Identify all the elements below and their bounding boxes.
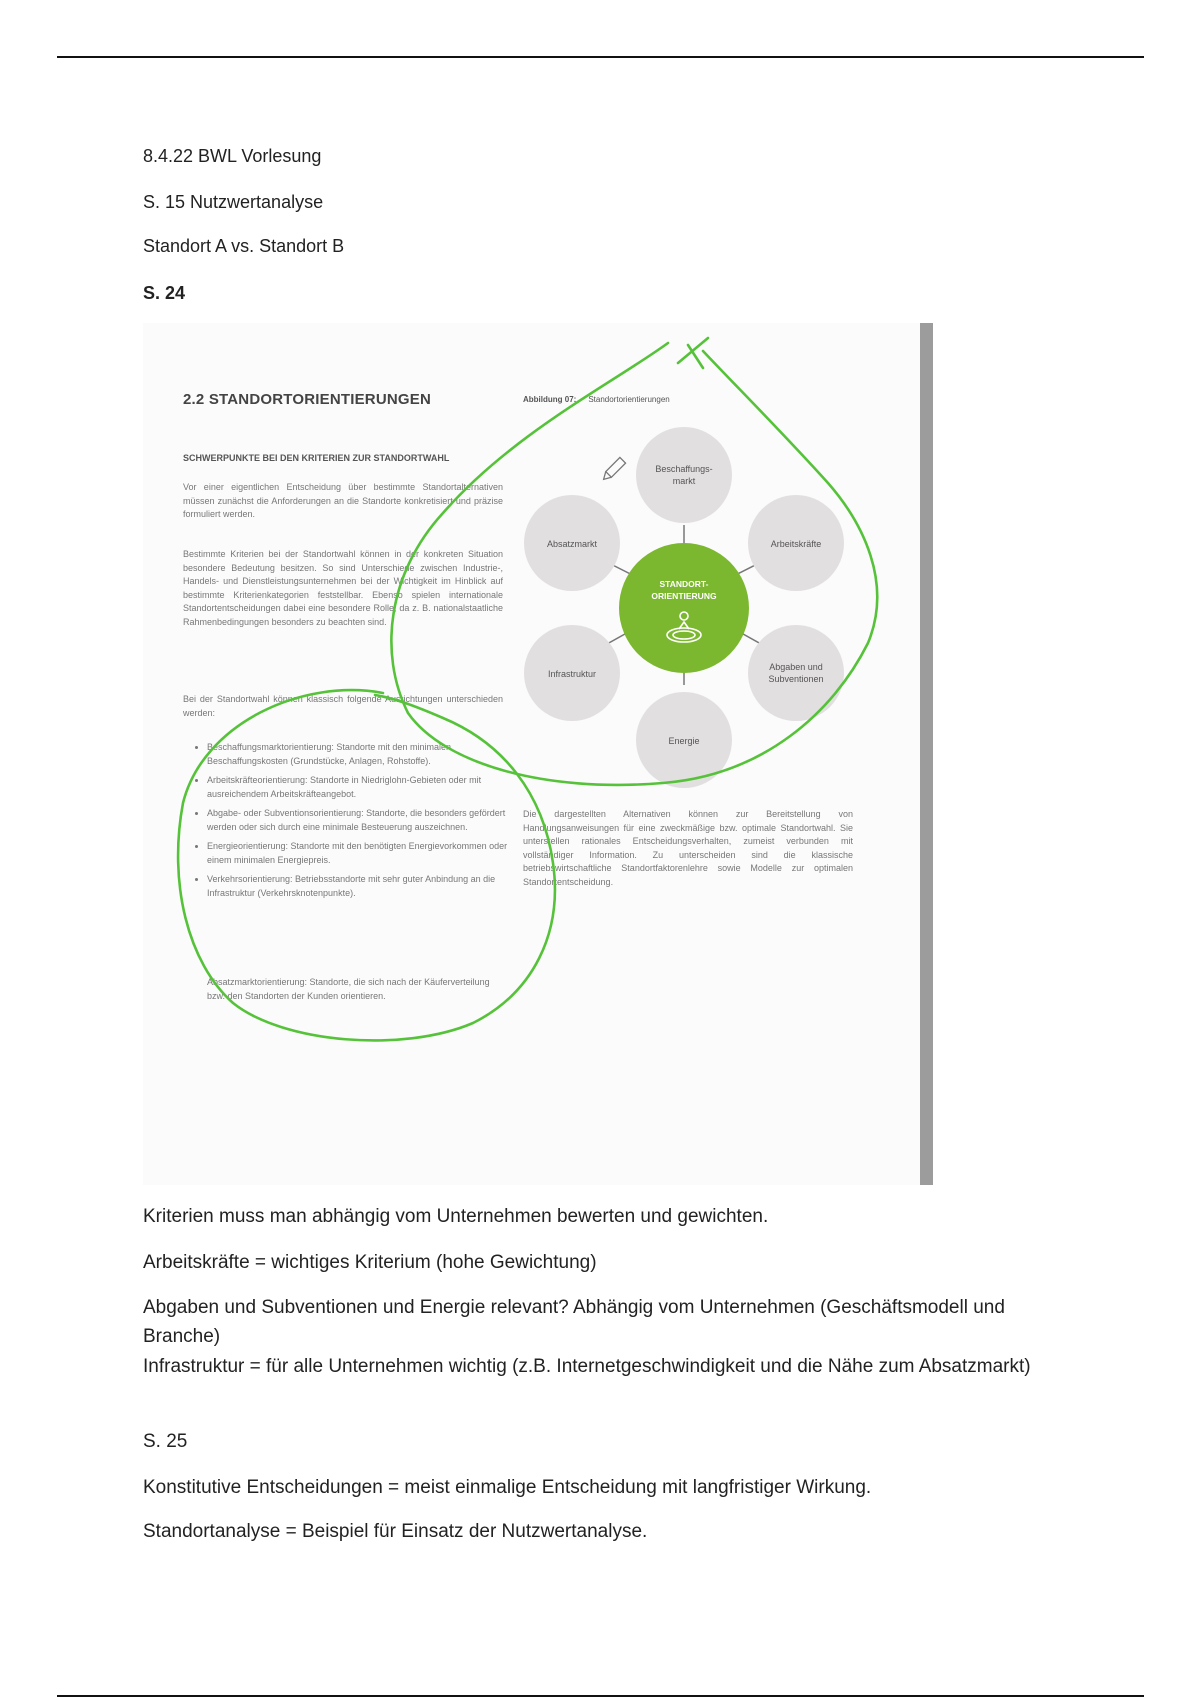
node-label-absatzmarkt: Absatzmarkt [546,539,598,549]
scan-paragraph-2: Bestimmte Kriterien bei der Standortwahl können in der konkreten Situation besondere Bedeutung besitzen. So sind Unterschiede zwischen Industrie-, Handels- und Dienstleistungsunternehmen bei der Wichtigkeit im Hinblick auf bestimmte Kriterienkategorien feststellbar. Ebenso spielen internationale Standortentscheidungen dabei eine besondere Rolle, da z. B. nationalstaatliche Rahmenbedingungen besonders zu beachten sind. [183,549,503,627]
node-label-beschaffungsmarkt-1: Beschaffungs- [655,464,713,474]
figure-title: Standortorientierungen [588,395,670,404]
header-rule [57,56,1144,58]
note-page-25: S. 25 [143,1431,188,1452]
node-circle-abgaben [748,625,844,721]
node-label-abgaben-1: Abgaben und [769,662,823,672]
center-circle [619,543,749,673]
list-item: • Arbeitskräfteorientierung: Standorte in Niedriglohn-Gebieten oder mit ausreichendem Arbeitskräfteangebot. [207,774,527,801]
note-abgaben: Abgaben und Subventionen und Energie relevant? Abhängig vom Unternehmen (Geschäftsmodell und Branche) [143,1297,1005,1347]
note-konstitutive: Konstitutive Entscheidungen = meist einmalige Entscheidung mit langfristiger Wirkung. [143,1477,872,1498]
scanned-textbook-page [143,323,933,1185]
scan-closing-paragraph: Absatzmarktorientierung: Standorte, die sich nach der Käuferverteilung bzw. den Standorten der Kunden orientieren. [207,977,490,1001]
note-page-24: S. 24 [143,283,186,303]
scan-subheading: SCHWERPUNKTE BEI DEN KRITERIEN ZUR STANDORTWAHL [183,453,450,463]
list-item: • Abgabe- oder Subventionsorientierung: Standorte, die besonders gefördert werden oder sich durch eine minimale Besteuerung auszeichnen. [207,807,527,834]
node-label-beschaffungsmarkt-2: markt [672,476,696,486]
scan-paragraph-1: Vor einer eigentlichen Entscheidung über bestimmte Standortalternativen müssen zunächst die Anforderungen an die Standorte konkretisiert und präzise formuliert werden. [183,482,503,519]
note-infrastruktur: Infrastruktur = für alle Unternehmen wichtig (z.B. Internetgeschwindigkeit und die Nähe zum Absatzmarkt) [143,1356,1031,1377]
note-comparison: Standort A vs. Standort B [143,236,345,256]
node-label-infrastruktur: Infrastruktur [547,669,597,679]
note-arbeitskraefte: Arbeitskräfte = wichtiges Kriterium (hohe Gewichtung) [143,1252,597,1273]
node-circle-beschaffungsmarkt [636,427,732,523]
note-standortanalyse: Standortanalyse = Beispiel für Einsatz der Nutzwertanalyse. [143,1521,648,1542]
scan-paragraph-3: Bei der Standortwahl können klassisch folgende Ausrichtungen unterschieden werden: [183,694,503,718]
pencil-icon [601,457,626,482]
node-label-energie: Energie [668,736,700,746]
list-item: • Energieorientierung: Standorte mit den benötigten Energievorkommen oder einem minimalen Energiepreis. [207,840,527,867]
center-label-1: STANDORT- [659,579,709,589]
list-item: • Beschaffungsmarktorientierung: Standorte mit den minimalen Beschaffungskosten (Grundstücke, Anlagen, Rohstoffe). [207,741,527,768]
note-criteria: Kriterien muss man abhängig vom Unternehmen bewerten und gewichten. [143,1206,769,1227]
figure-number: Abbildung 07: [523,395,577,404]
node-label-abgaben-2: Subventionen [768,674,824,684]
scan-section-title: 2.2 STANDORTORIENTIERUNGEN [183,391,432,408]
standort-diagram [143,323,933,1185]
list-item: • Verkehrsorientierung: Betriebsstandorte mit sehr guter Anbindung an die Infrastruktur (Verkehrsknotenpunkte). [207,873,527,900]
footer-rule [57,1695,1144,1697]
figure-description: Die dargestellten Alternativen können zur Bereitstellung von Handlungsanweisungen für eine zweckmäßige bzw. optimale Standortwahl. Sie unterstellen rationales Entscheidungsverhalten, zumeist verbunden mit vollständiger Information. Zu unterscheiden sind die klassische betriebswirtschaftliche Standortfaktorenlehre sowie Modelle zur optimalen Standortentscheidung. [523,809,853,887]
center-label-2: ORIENTIERUNG [651,591,717,601]
note-page-ref: S. 15 Nutzwertanalyse [143,192,324,212]
node-label-arbeitskraefte: Arbeitskräfte [770,539,822,549]
note-date-title: 8.4.22 BWL Vorlesung [143,146,322,166]
